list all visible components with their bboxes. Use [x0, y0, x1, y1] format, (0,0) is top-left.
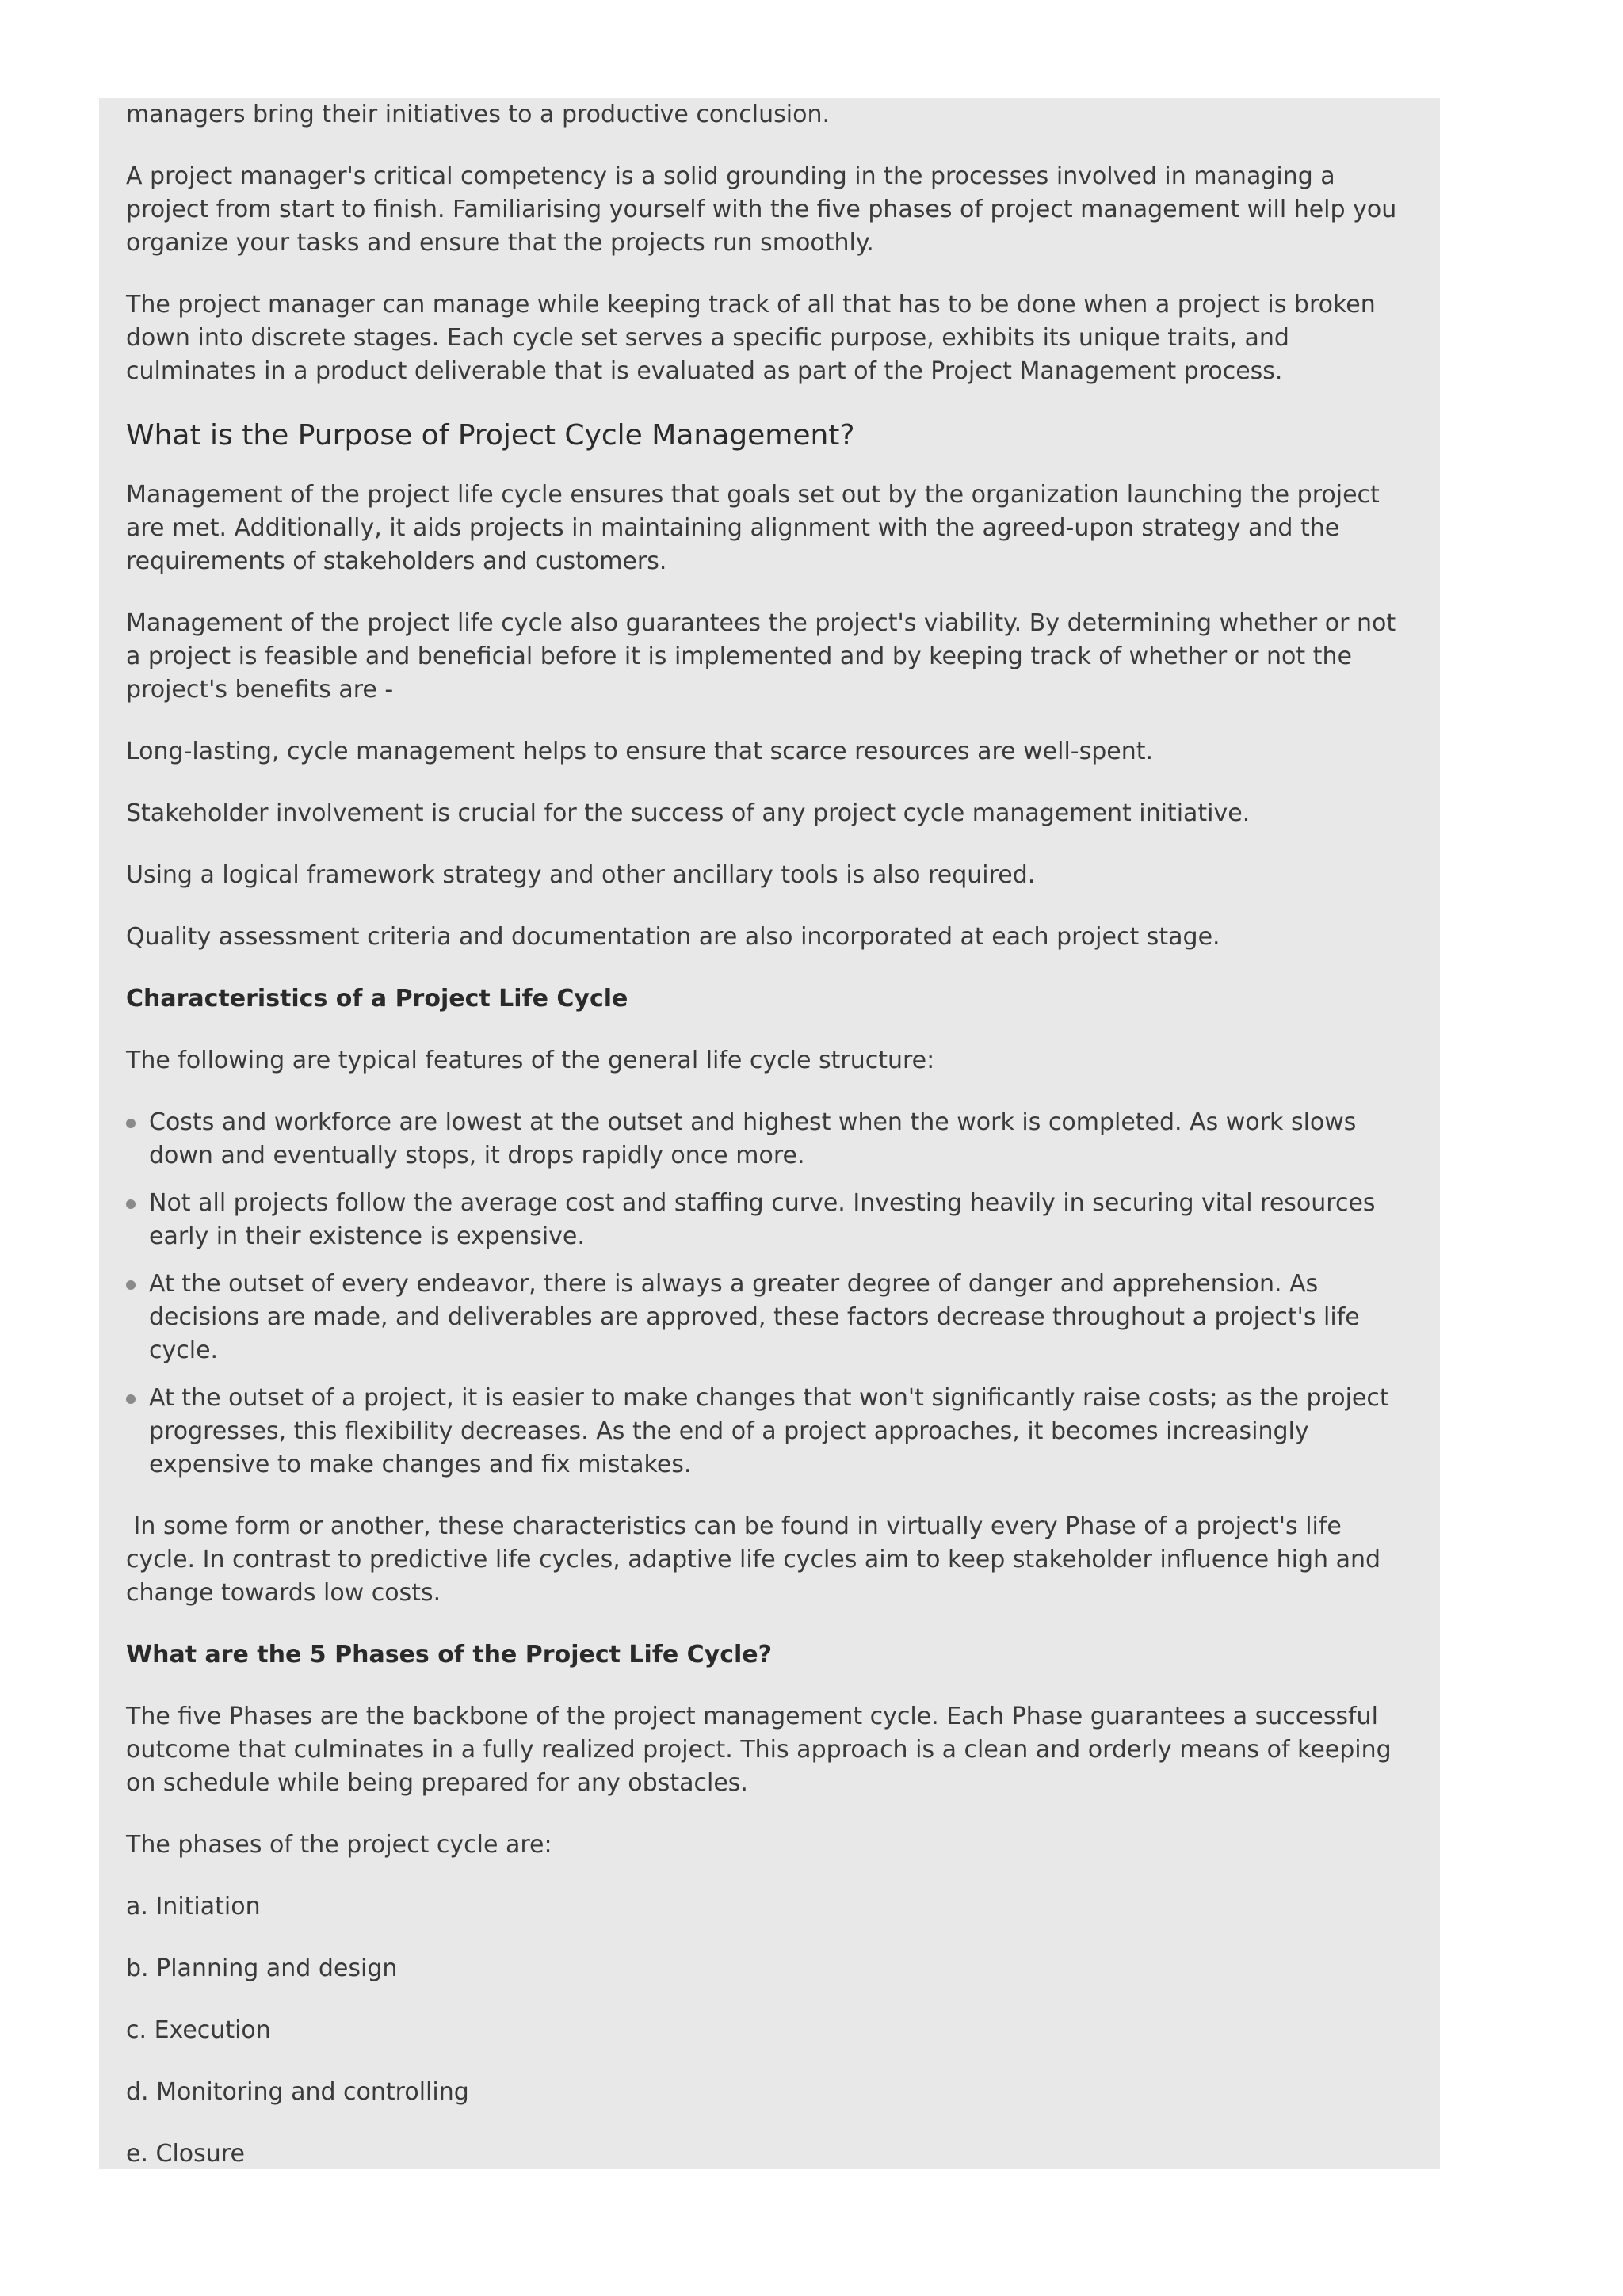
- intro-paragraph-1: managers bring their initiatives to a productive conclusion.: [126, 101, 831, 128]
- purpose-paragraph-2: Management of the project life cycle also guarantees the project's viability. By determining whether or not a project is feasible and beneficial before it is implemented and by keeping track of whether or not the project's benefits are -: [126, 609, 1396, 704]
- characteristics-heading: Characteristics of a Project Life Cycle: [126, 985, 628, 1013]
- bullet-icon: [126, 1280, 136, 1290]
- list-item: [126, 1268, 1411, 1367]
- phase-item-monitoring: d. Monitoring and controlling: [126, 2078, 469, 2106]
- purpose-paragraph-1: Management of the project life cycle ensures that goals set out by the organization launching the project are met. Additionally, it aids projects in maintaining alignment with the agreed-upon strategy and the requirements of stakeholders and customers.: [126, 481, 1380, 575]
- characteristics-list: [126, 1106, 1411, 1482]
- bullet-icon: [126, 1394, 136, 1404]
- bullet-icon: [126, 1199, 136, 1209]
- characteristics-outro: In some form or another, these characteristics can be found in virtually every Phase of a project's life cycle. In contrast to predictive life cycles, adaptive life cycles aim to keep stakeholder influence high and change towards low costs.: [126, 1512, 1388, 1607]
- purpose-paragraph-4: Stakeholder involvement is crucial for the success of any project cycle management initiative.: [126, 799, 1251, 827]
- phases-paragraph-2: The phases of the project cycle are:: [126, 1831, 552, 1859]
- purpose-paragraph-6: Quality assessment criteria and documentation are also incorporated at each project stage.: [126, 923, 1220, 951]
- phase-item-closure: e. Closure: [126, 2140, 245, 2168]
- bullet-icon: [126, 1119, 136, 1128]
- phase-item-planning: b. Planning and design: [126, 1955, 398, 1982]
- article-content: [126, 98, 1411, 2171]
- list-item-text: At the outset of a project, it is easier to make changes that won't significantly raise costs; as the project progresses, this flexibility decreases. As the end of a project approaches, it becomes increasingly expensive to make changes and fix mistakes.: [149, 1384, 1389, 1478]
- purpose-paragraph-5: Using a logical framework strategy and other ancillary tools is also required.: [126, 861, 1036, 889]
- list-item: [126, 1187, 1411, 1253]
- phase-item-initiation: a. Initiation: [126, 1893, 261, 1920]
- purpose-paragraph-3: Long-lasting, cycle management helps to ensure that scarce resources are well-spent.: [126, 738, 1154, 765]
- phases-heading: What are the 5 Phases of the Project Life Cycle?: [126, 1641, 773, 1669]
- list-item-text: Costs and workforce are lowest at the outset and highest when the work is completed. As work slows down and eventually stops, it drops rapidly once more.: [149, 1108, 1357, 1169]
- purpose-heading: What is the Purpose of Project Cycle Management?: [126, 419, 855, 452]
- list-item: [126, 1382, 1411, 1482]
- intro-paragraph-2: A project manager's critical competency is a solid grounding in the processes involved in managing a project from start to finish. Familiarising yourself with the five phases of project management will help you organize your tasks and ensure that the projects run smoothly.: [126, 162, 1397, 257]
- intro-paragraph-3: The project manager can manage while keeping track of all that has to be done when a project is broken down into discrete stages. Each cycle set serves a specific purpose, exhibits its unique traits, and culminates in a product deliverable that is evaluated as part of the Project Management process.: [126, 291, 1376, 385]
- list-item: [126, 1106, 1411, 1173]
- list-item-text: Not all projects follow the average cost and staffing curve. Investing heavily in securing vital resources early in their existence is expensive.: [149, 1189, 1376, 1250]
- phase-item-execution: c. Execution: [126, 2016, 271, 2044]
- characteristics-intro: The following are typical features of the general life cycle structure:: [126, 1047, 935, 1074]
- article-panel: [99, 98, 1440, 2169]
- list-item-text: At the outset of every endeavor, there is always a greater degree of danger and apprehension. As decisions are made, and deliverables are approved, these factors decrease throughout a project's life cycle.: [149, 1270, 1360, 1364]
- phases-paragraph-1: The five Phases are the backbone of the project management cycle. Each Phase guarantees a successful outcome that culminates in a fully realized project. This approach is a clean and orderly means of keeping on schedule while being prepared for any obstacles.: [126, 1703, 1392, 1797]
